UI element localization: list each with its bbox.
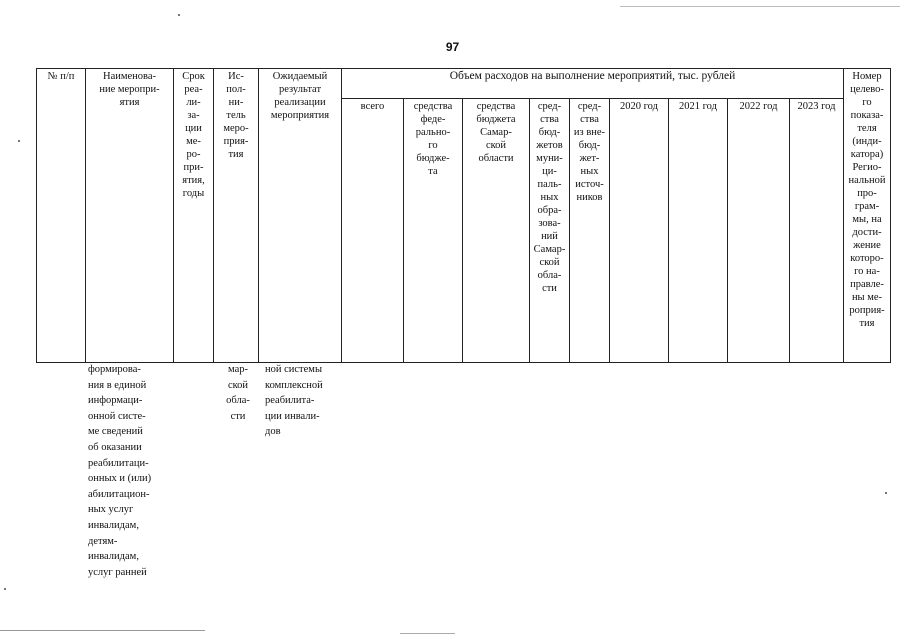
col-number-header: № п/п	[37, 69, 86, 363]
scan-speck	[885, 492, 887, 494]
subcol-total: всего	[342, 99, 404, 363]
col-term-header: Срок реа- ли- за- ции ме- ро- при- ятия, годы	[174, 69, 214, 363]
col-name-header: Наименова- ние меропри- ятия	[86, 69, 174, 363]
subcol-2021: 2021 год	[669, 99, 728, 363]
subcol-regional: средства бюджета Самар- ской области	[463, 99, 530, 363]
col-executor-header: Ис- пол- ни- тель меро- прия- тия	[214, 69, 259, 363]
subcol-extrabudget: сред- ства из вне- бюд- жет- ных источ- ников	[570, 99, 610, 363]
scan-speck	[178, 14, 180, 16]
col-volume-header: Объем расходов на выполнение мероприятий, тыс. рублей	[342, 69, 844, 99]
subcol-2023: 2023 год	[790, 99, 844, 363]
scan-speck	[4, 588, 6, 590]
scan-line-top	[620, 6, 900, 7]
col-result-header: Ожидаемый результат реализации мероприятия	[259, 69, 342, 363]
page-number: 97	[445, 40, 460, 54]
subcol-federal: средства феде- рально- го бюдже- та	[404, 99, 463, 363]
continuation-result-text: ной системы комплексной реабилита- ции инвали- дов	[265, 364, 323, 438]
scan-line-bottom-mid	[400, 633, 455, 634]
header-table	[36, 68, 891, 363]
col-indicator-header: Номер целево- го показа- теля (инди- катора) Регио- нальной про- грам- мы, на дости- жение которо- го на- правле- ны ме- роприя- тия	[844, 69, 891, 363]
subcol-2022: 2022 год	[728, 99, 790, 363]
scan-line-bottom	[0, 630, 205, 631]
subcol-municipal: сред- ства бюд- жетов муни- ци- паль- ных обра- зова- ний Самар- ской обла- сти	[530, 99, 570, 363]
continuation-name-text: формирова- ния в единой информаци- онной систе- ме сведений об оказании реабилитаци- онных и (или) абилитацион- ных услуг инвалидам, детям- инвалидам, услуг ранней	[88, 364, 152, 578]
continuation-executor-text: мар- ской обла- сти	[226, 364, 250, 422]
scan-speck	[18, 140, 20, 142]
subcol-2020: 2020 год	[610, 99, 669, 363]
